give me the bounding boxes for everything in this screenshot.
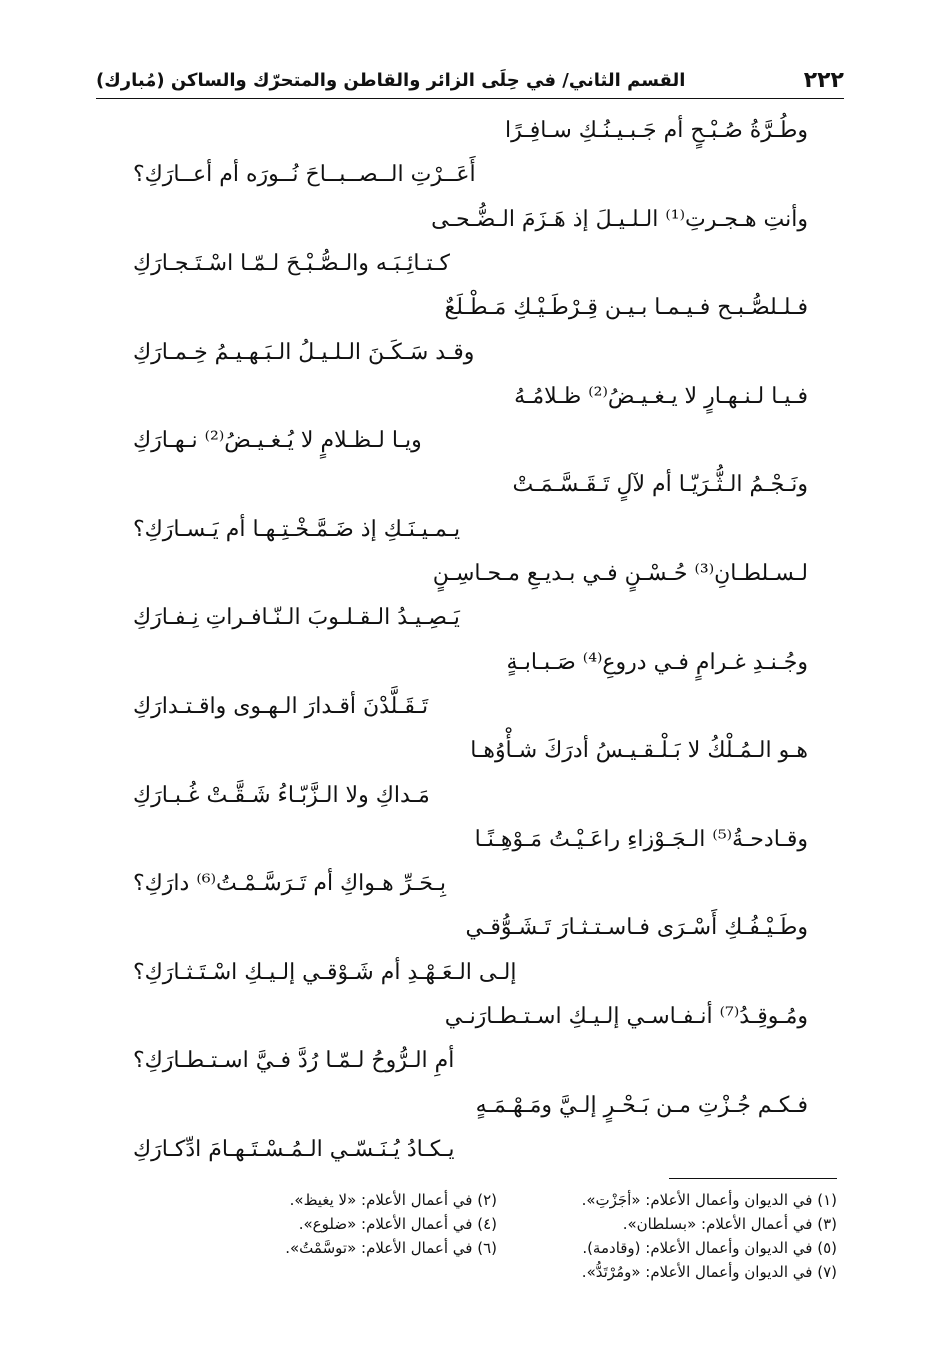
verse-first-hemistich: فـلـلصُّـبـح فـيـمـا بـيـن قِـرْطَـيْـكِ مَـطْـلَعٌ — [444, 295, 808, 321]
verse-first-hemistich: وطَـيْـفُـكِ أَسْـرَى فـاسـتـثـارَ تَـشَـوُّقـي — [465, 915, 808, 941]
verse-second-hemistich: مَـداكِ ولا الـزَّبّـاءُ شَـقَّـتْ غُـبـارَكِ — [133, 782, 430, 808]
footnote-row — [97, 1260, 837, 1284]
verse-second-hemistich: أمِ الـرُّوحُ لـمّـا رُدَّ فـيَّ اسـتـطـارَكِ؟ — [133, 1048, 455, 1074]
footnote-rule — [669, 1178, 837, 1179]
footnote-3: (٣) في أعمال الأعلام: «بسلطان». — [622, 1215, 837, 1233]
footnote-row — [97, 1212, 837, 1236]
verse-first-hemistich: لـسـلطـانِ⁽³⁾ حُـسْـنٍ فـي بـديـعِ مـحـاسِـنٍ — [432, 561, 808, 586]
header-rule — [96, 98, 844, 99]
footnote-2: (٢) في أعمال الأعلام: «لا يغيظ». — [289, 1191, 497, 1209]
footnote-row — [97, 1236, 837, 1260]
verse-first-hemistich: وقـادحـةُ⁽⁵⁾ الـجَـوْزاءِ راعَـيْـتُ مَـوْهِـنًـا — [474, 826, 808, 852]
verse-second-hemistich: يـكـادُ يُـنَـسّـي الـمُـسْـتَـهـامَ ادِّكـارَكِ — [133, 1136, 455, 1162]
verse-first-hemistich: ومُـوقِـدُ⁽⁷⁾ أنـفـاسـي إلـيـكِ اسـتـطـارَنـي — [444, 1004, 808, 1029]
verse-first-hemistich: هـو الـمُـلْكُ لا بَـلْـقـيـسُ أدرَكَ شـأْوُهـا — [470, 738, 808, 764]
footnote-5: (٥) في الديوان وأعمال الأعلام: (وقادمة). — [582, 1239, 837, 1257]
verse-second-hemistich: إلـى الـعَـهْـدِ أم شَـوْقـي إلـيـكِ اسْـتَـثـارَكِ؟ — [133, 959, 517, 985]
verse-second-hemistich: أَعَــرْتِ الــصــبــاحَ نُــورَه أم أعــارَكِ؟ — [133, 162, 476, 188]
verse-first-hemistich: وجُـنـدِ غـرامٍ فـي دروعِ⁽⁴⁾ صَـبـابـةٍ — [506, 649, 808, 675]
verse-first-hemistich: وطُـرَّةُ صُـبْـحٍ أم جَـبـيـنُـكِ سـافِـرًا — [505, 118, 808, 143]
verse-first-hemistich: فـكـم جُـزْتِ مـن بَـحْـرٍ إلـيَّ ومَـهْـمَـهٍ — [475, 1092, 808, 1118]
verse-first-hemistich: فـيـا لـنـهـارٍ لا يـغـيـضُ⁽²⁾ ظـلامُـهُ — [514, 383, 808, 409]
footnote-6: (٦) في أعمال الأعلام: «توسَّمْتُ». — [285, 1239, 497, 1257]
footnote-1: (١) في الديوان وأعمال الأعلام: «أجَزْتِ». — [581, 1191, 837, 1209]
verse-second-hemistich: ويـا لـظـلامٍ لا يُـغـيـضُ⁽²⁾ نـهـارَكِ — [133, 428, 422, 454]
verse-second-hemistich: تَـقَـلَّدْنَ أقـدارَ الـهـوى واقـتـدارَكِ — [133, 693, 429, 719]
page-header — [96, 52, 844, 96]
footnote-7: (٧) في الديوان وأعمال الأعلام: «ومُرْتَدُّ». — [581, 1263, 837, 1281]
verse-first-hemistich: ونَـجْـمُ الـثُّـرَيّـا أم لآلٍ تَـقَـسَّـمَـتْ — [512, 472, 808, 498]
footnote-row — [97, 1188, 837, 1212]
verse-second-hemistich: كـتـائِـبَـه والـصُّـبْـحَ لـمّـا اسْـتَـجـارَكِ — [133, 250, 451, 276]
page-number: ٢٢٢ — [803, 68, 844, 93]
footnote-4: (٤) في أعمال الأعلام: «ضلوع». — [298, 1215, 497, 1233]
footnote-empty — [157, 1260, 497, 1284]
footnotes — [97, 1188, 837, 1284]
verse-second-hemistich: يَـصِـيـدُ الـقـلـوبَ الـنّـافـراتِ نِـفـارَكِ — [133, 605, 460, 631]
running-head: القسم الثاني/ في حِلَى الزائر والقاطن والمتحرّك والساكن (مُبارك) — [96, 70, 686, 91]
verse-second-hemistich: يـمـيـنَـكِ إذ ضَـمَّـخْـتِـهـا أم يَـسـارَكِ؟ — [133, 516, 461, 542]
verse-first-hemistich: وأنتِ هـجـرتِ⁽¹⁾ الـلـيـلَ إذ هَـزَمَ الـضُّـحـى — [431, 206, 808, 232]
verse-second-hemistich: وقـد سَـكَـنَ الـلـيـلُ الـبَـهـيـمُ خِـمـارَكِ — [133, 339, 475, 365]
verse-second-hemistich: بِـحَـرِّ هـواكِ أم تَـرَسَّـمْـتُ⁽⁶⁾ دارَكِ؟ — [133, 871, 447, 897]
